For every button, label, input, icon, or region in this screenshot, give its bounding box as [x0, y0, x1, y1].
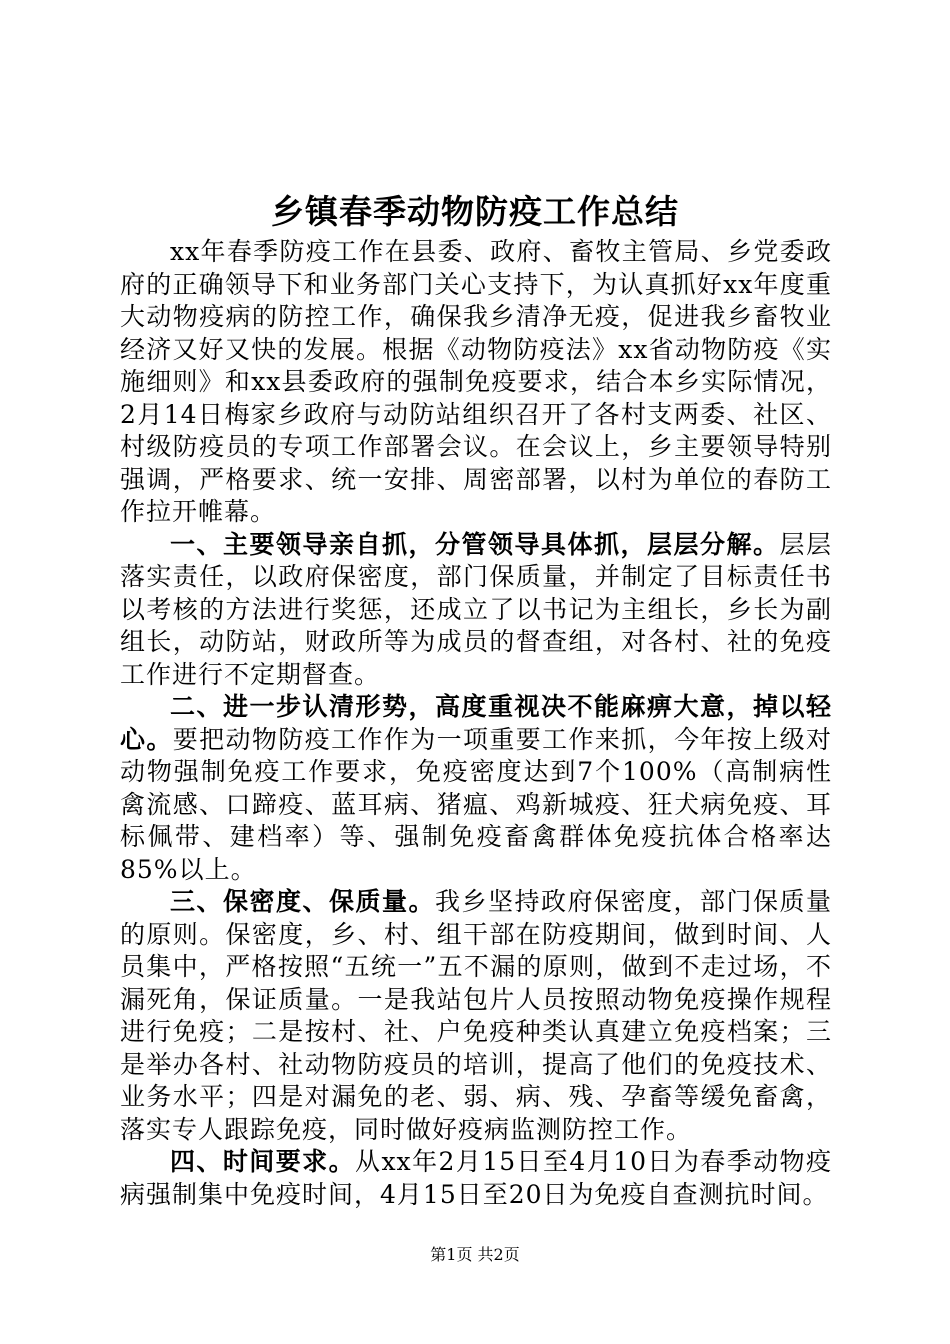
document-title: 乡镇春季动物防疫工作总结: [271, 192, 679, 231]
intro-paragraph: xx年春季防疫工作在县委、政府、畜牧主管局、乡党委政府的正确领导下和业务部门关心支持下，为认真抓好xx年度重大动物疫病的防控工作，确保我乡清净无疫，促进我乡畜牧业经济又好又快的发展。根据《动物防疫法》xx省动物防疫《实施细则》和xx县委政府的强制免疫要求，结合本乡实际情况，2月14日梅家乡政府与动防站组织召开了各村支两委、社区、村级防疫员的专项工作部署会议。在会议上，乡主要领导特别强调，严格要求、统一安排、周密部署，以村为单位的春防工作拉开帷幕。: [120, 237, 832, 526]
section-4-text: 从xx年2月15日至4月10日为春季动物疫病强制集中免疫时间，4月15日至20日为免疫自查测抗时间。: [120, 1147, 832, 1209]
section-1-heading: 一、主要领导亲自抓，分管领导具体抓，层层分解。: [170, 529, 780, 559]
section-1-paragraph: [120, 529, 832, 692]
section-1-text: 层层落实责任，以政府保密度，部门保质量，并制定了目标责任书以考核的方法进行奖惩，还成立了以书记为主组长，乡长为副组长，动防站，财政所等为成员的督查组，对各村、社的免疫工作进行不定期督查。: [120, 529, 832, 689]
document-body: [120, 236, 832, 1211]
page-footer: 第1页 共2页: [430, 1245, 520, 1264]
section-3-heading: 三、保密度、保质量。: [170, 887, 435, 916]
section-4-heading: 四、时间要求。: [170, 1147, 356, 1176]
section-2-heading: 二、进一步认清形势，高度重视决不能麻痹大意，掉以轻心。: [120, 692, 832, 754]
section-3-paragraph: [120, 886, 832, 1146]
section-4-paragraph: [120, 1146, 832, 1211]
section-2-paragraph: [120, 691, 832, 886]
section-2-text: 要把动物防疫工作作为一项重要工作来抓，今年按上级对动物强制免疫工作要求，免疫密度达到7个100%（高制病性禽流感、口蹄疫、蓝耳病、猪瘟、鸡新城疫、狂犬病免疫、耳标佩带、建档率）等、强制免疫畜禽群体免疫抗体合格率达85%以上。: [120, 724, 832, 884]
section-3-text: 我乡坚持政府保密度，部门保质量的原则。保密度，乡、村、组干部在防疫期间，做到时间、人员集中，严格按照“五统一”五不漏的原则，做到不走过场，不漏死角，保证质量。一是我站包片人员按照动物免疫操作规程进行免疫；二是按村、社、户免疫种类认真建立免疫档案；三是举办各村、社动物防疫员的培训，提高了他们的免疫技术、业务水平；四是对漏免的老、弱、病、残、孕畜等缓免畜禽，落实专人跟踪免疫，同时做好疫病监测防控工作。: [120, 887, 832, 1144]
